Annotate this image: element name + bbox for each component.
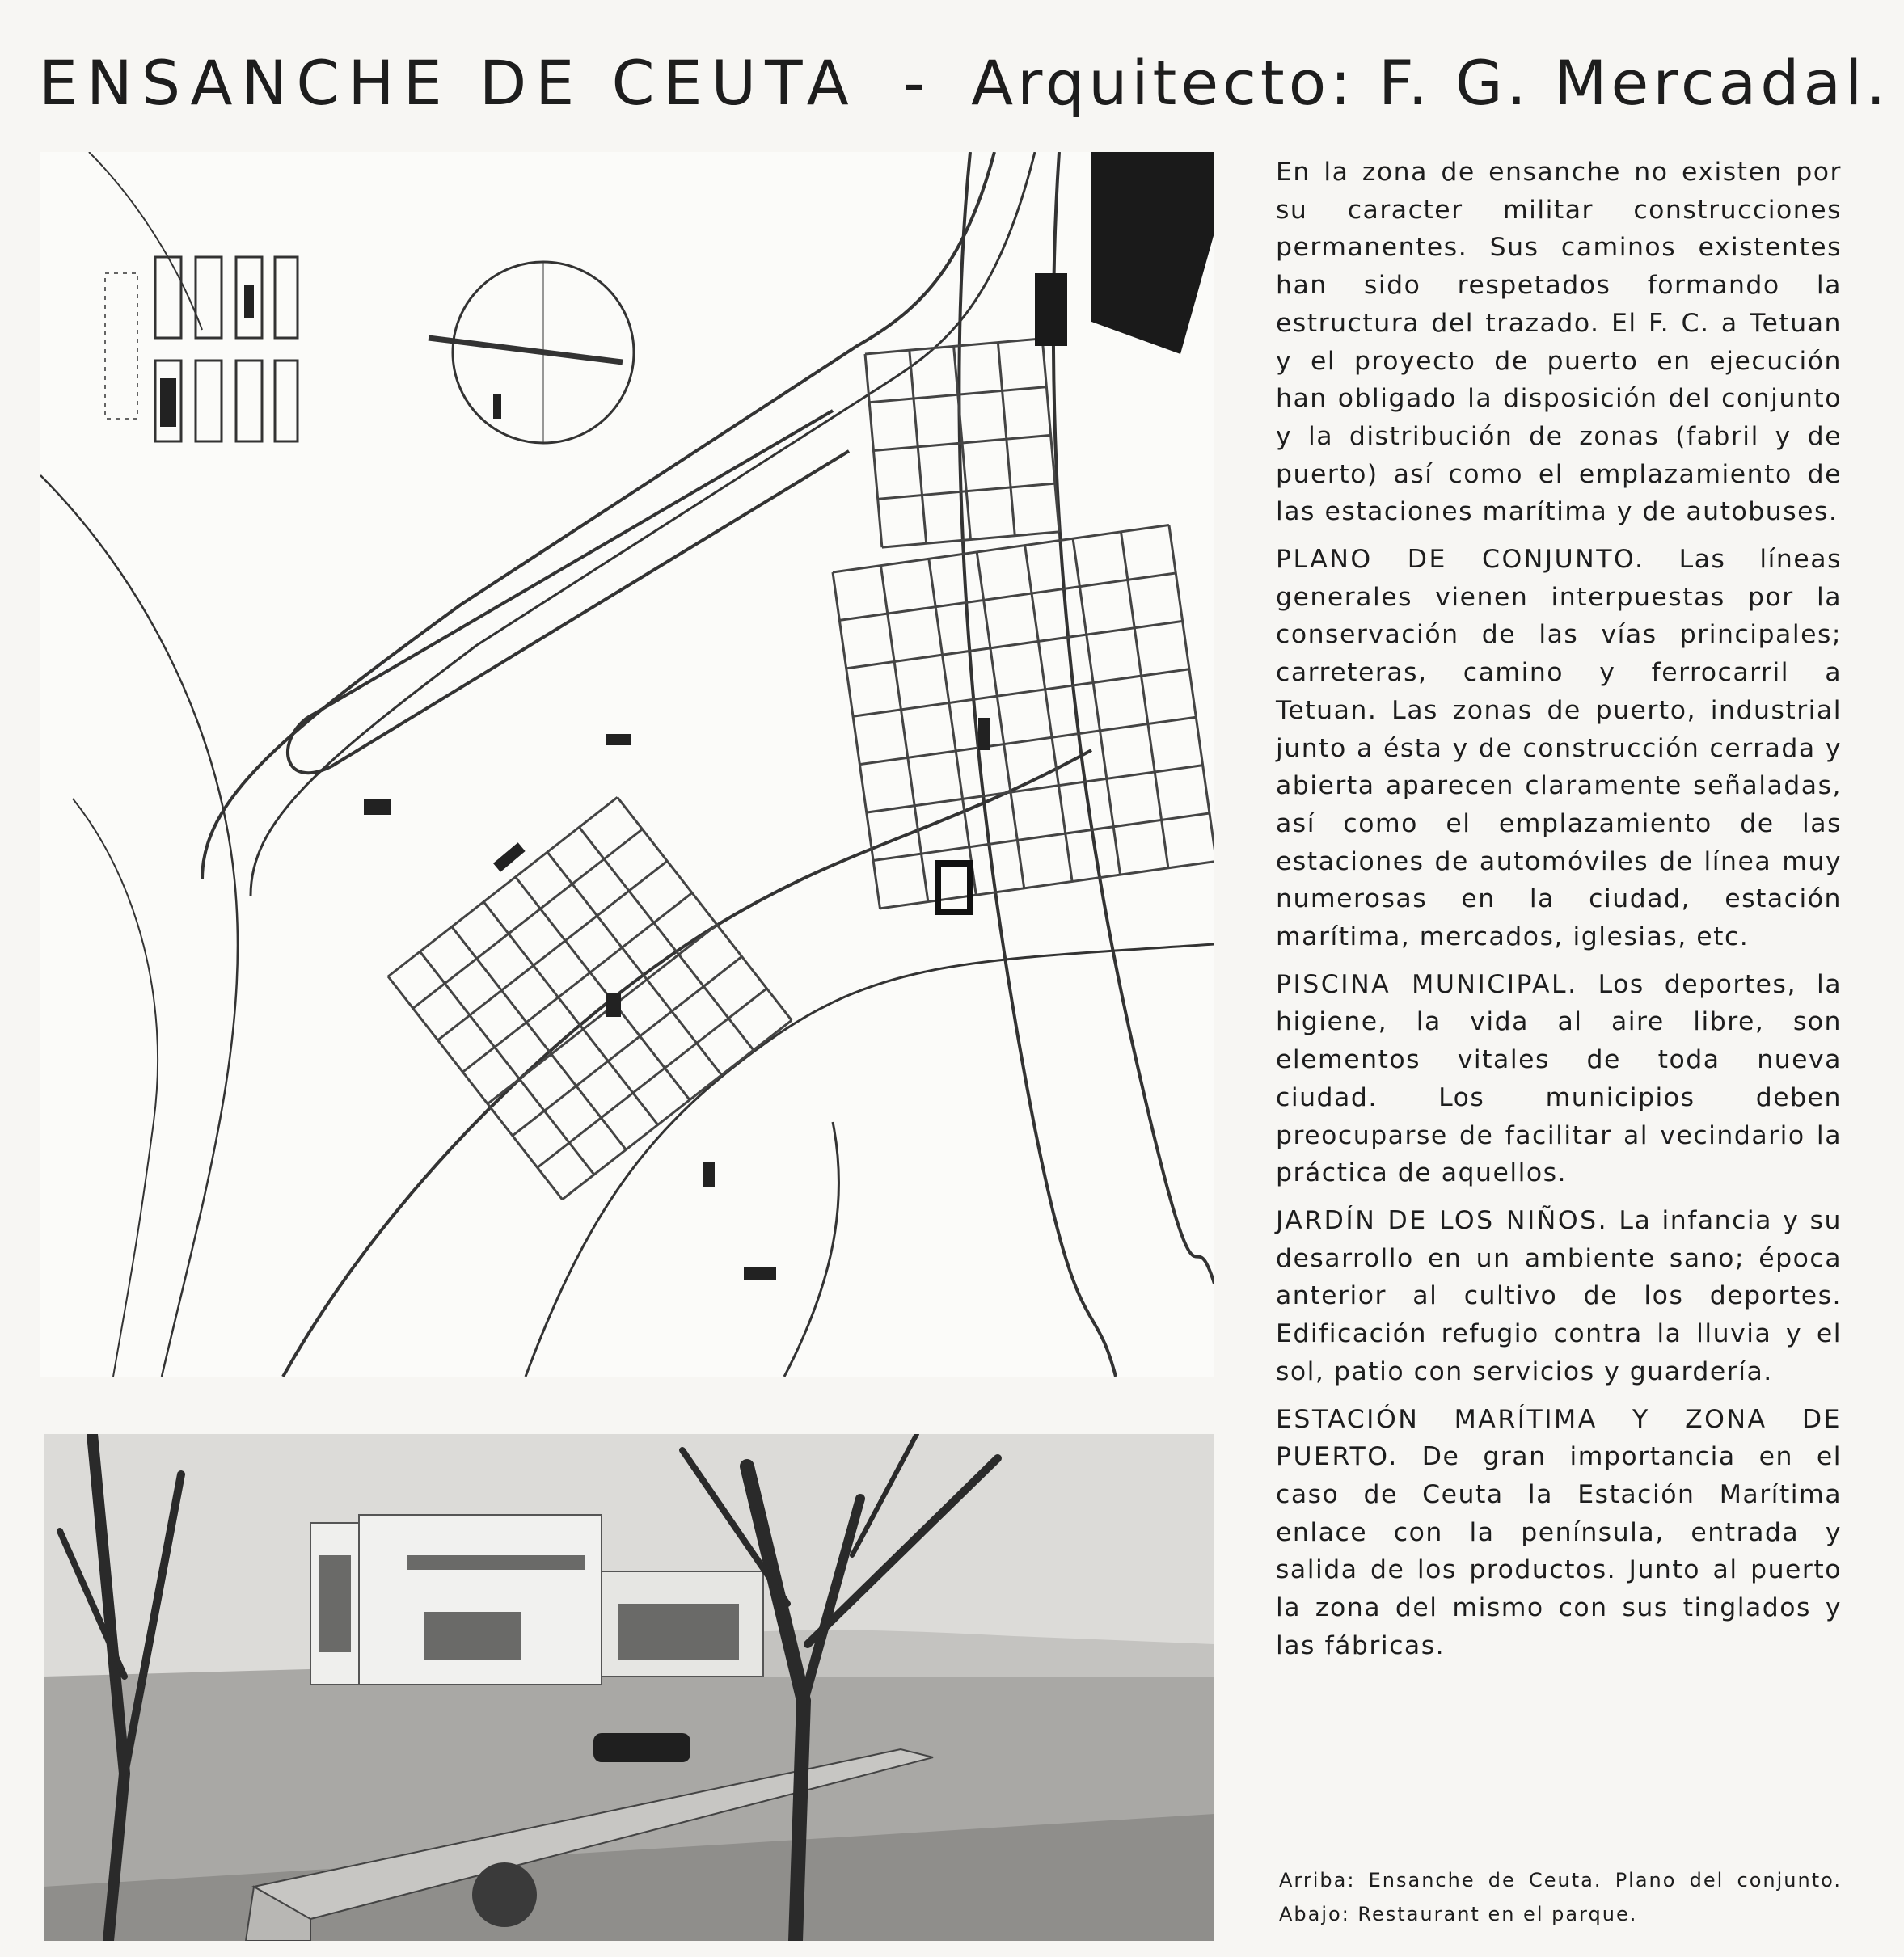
title-left: ENSANCHE DE CEUTA	[39, 47, 858, 119]
piscina-municipal-paragraph	[1276, 966, 1842, 1192]
site-plan-drawing	[40, 152, 1214, 1377]
section-body: En la zona de ensanche no existen por su caracter militar construcciones permanentes. Sus caminos existentes han sido respetados formando la estructura del trazado. El F. C. a Tetuan y el proyecto de puerto en ejecución han obligado la disposición del conjunto y la distribución de zonas (fabril y de puerto) así como el emplazamiento de las estaciones marítima y de autobuses.	[1276, 158, 1842, 527]
section-heading: PLANO DE CONJUNTO.	[1276, 545, 1645, 575]
perspective-figure	[44, 1434, 1214, 1941]
title-architect: Arquitecto: F. G. Mercadal.	[971, 47, 1890, 119]
site-plan-figure	[40, 152, 1214, 1377]
section-body: De gran importancia en el caso de Ceuta la Estación Marítima enlace con la península, entrada y salida de los productos. Junto al puerto la zona del mismo con sus tinglados y las fábricas.	[1276, 1442, 1843, 1660]
estacion-maritima-paragraph	[1276, 1401, 1842, 1665]
title-separator: -	[902, 47, 935, 119]
section-heading: PISCINA MUNICIPAL.	[1276, 969, 1578, 999]
jardin-de-los-ninos-paragraph	[1276, 1202, 1842, 1391]
section-heading: JARDÍN DE LOS NIÑOS.	[1276, 1205, 1609, 1235]
restaurant-perspective-drawing	[44, 1434, 1214, 1941]
section-body: Los deportes, la higiene, la vida al aire libre, son elementos vitales de toda nueva ciudad. Los municipios deben preocuparse de facilitar al vecindario la práctica de aquellos.	[1276, 969, 1842, 1188]
intro-paragraph	[1276, 154, 1842, 531]
article-text	[1276, 154, 1842, 1674]
plano-de-conjunto-paragraph	[1276, 541, 1842, 956]
section-body: Las líneas generales vienen interpuestas por la conservación de las vías principales; carreteras, camino y ferrocarril a Tetuan. Las zonas de puerto, industrial junto a ésta y de construcción cerrada y abierta aparecen claramente señaladas, así como el emplazamiento de las estaciones de automóviles de línea muy numerosas en la ciudad, estación marítima, mercados, iglesias, etc.	[1276, 545, 1842, 952]
page-title	[39, 47, 1890, 119]
figure-caption: Arriba: Ensanche de Ceuta. Plano del conjunto. Abajo: Restaurant en el parque.	[1279, 1869, 1842, 1925]
section-body: La infancia y su desarrollo en un ambiente sano; época anterior al cultivo de los deportes. Edificación refugio contra la lluvia y el sol, patio con servicios y guardería.	[1276, 1205, 1843, 1386]
section-heading: ESTACIÓN MARÍTIMA Y ZONA DE PUERTO.	[1276, 1404, 1842, 1472]
